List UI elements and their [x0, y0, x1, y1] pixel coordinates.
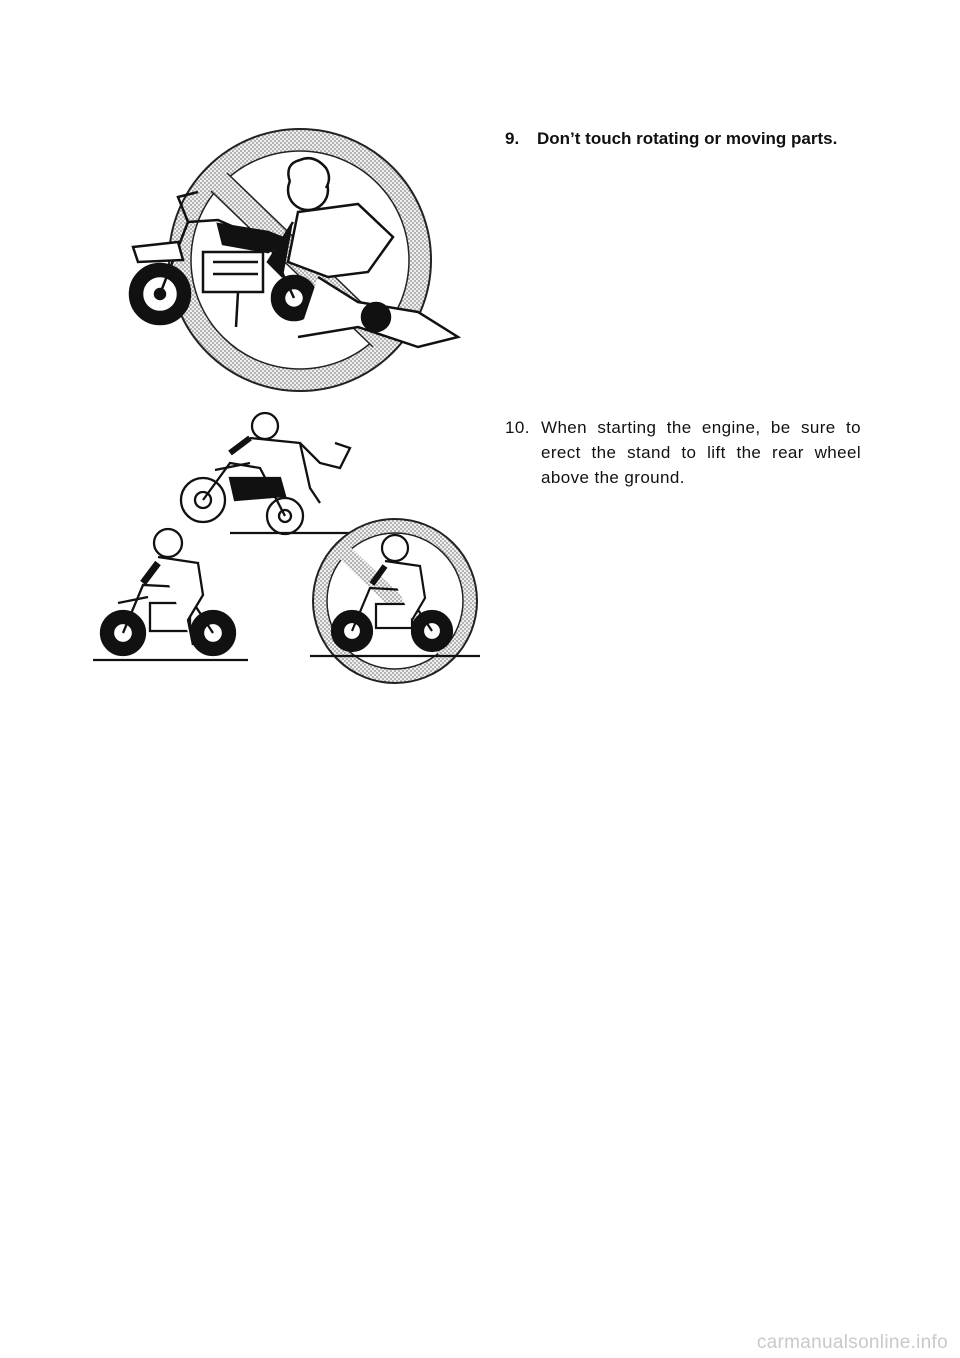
instruction-text	[541, 415, 861, 490]
motorcycle-icon	[93, 585, 248, 660]
instruction-number: 10.	[505, 418, 530, 437]
figure-correct-start	[88, 525, 248, 665]
watermark: carmanualsonline.info	[756, 1332, 948, 1353]
figure-dont-touch-moving-parts	[118, 112, 468, 402]
instruction-text-line: erect the stand to lift the rear wheel	[541, 443, 861, 462]
instruction-text-line: When starting the engine, be sure to	[541, 418, 861, 437]
instruction-number: 9.	[505, 129, 520, 148]
instruction-text: Don’t touch rotating or moving parts.	[537, 129, 838, 148]
figure-incorrect-start	[300, 516, 490, 686]
instruction-text-line: above the ground.	[541, 468, 685, 487]
